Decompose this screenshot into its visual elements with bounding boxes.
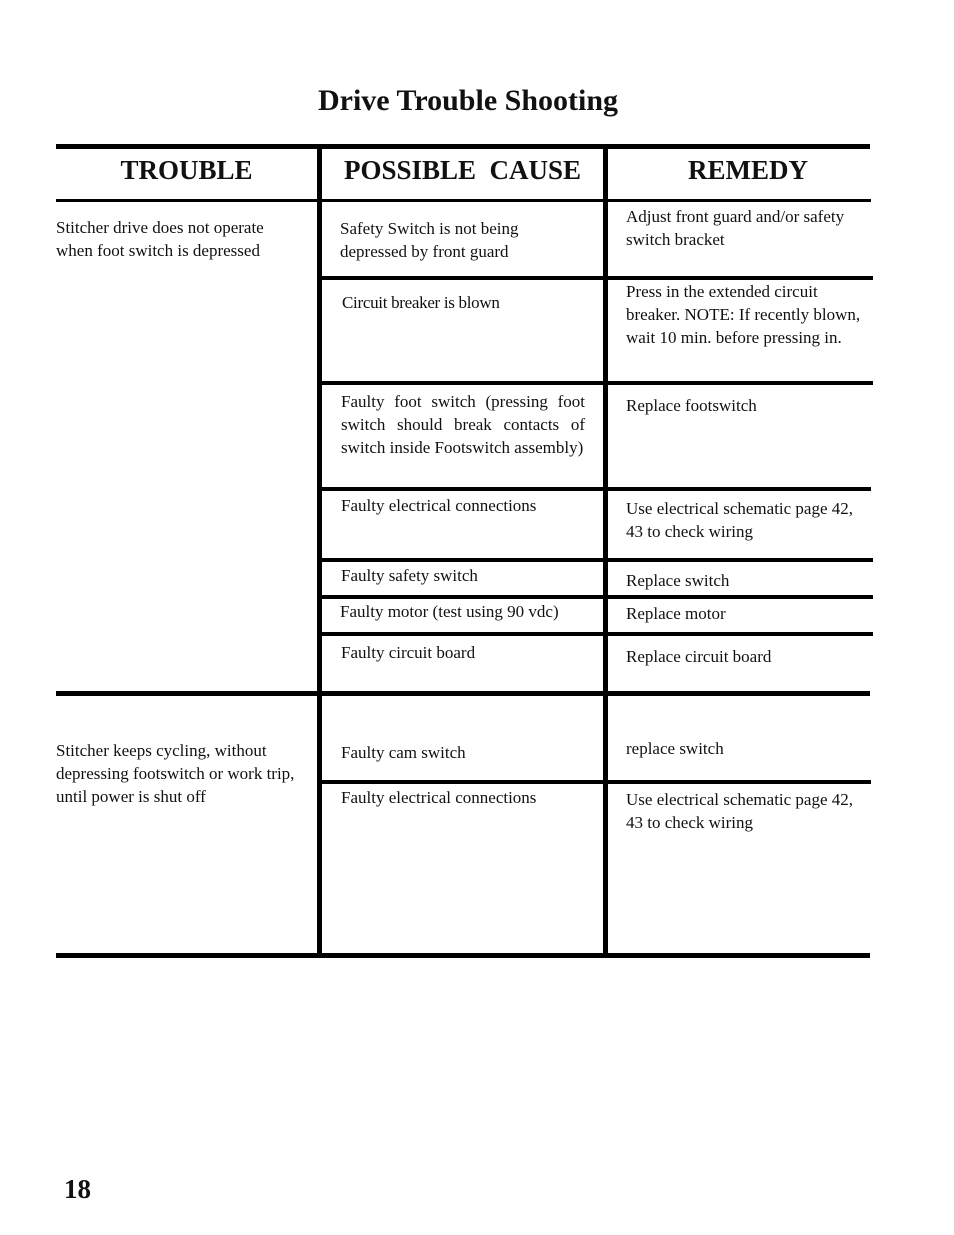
remedy-cell: Press in the extended circuit breaker. NOTE: If recently blown, wait 10 min. before pressing in.	[626, 282, 861, 347]
cause-cell: Faulty motor (test using 90 vdc)	[340, 602, 559, 621]
column-divider-2	[603, 149, 608, 955]
remedy-cell: Replace circuit board	[626, 647, 772, 666]
page-title: Drive Trouble Shooting	[317, 84, 619, 117]
remedy-cell: replace switch	[626, 739, 724, 758]
trouble-cell: Stitcher drive does not operate when foot switch is depressed	[56, 218, 264, 260]
remedy-cell: Replace switch	[626, 571, 730, 590]
page-number: 18	[64, 1174, 91, 1204]
row-rule	[322, 381, 873, 385]
cause-cell: Faulty foot switch (pressing foot switch should break contacts of switch inside Footswitch assembly)	[341, 392, 585, 457]
header-possible-cause: POSSIBLE CAUSE	[343, 155, 582, 185]
remedy-cell: Replace motor	[626, 604, 726, 623]
row-rule	[322, 487, 871, 491]
row-rule	[322, 632, 873, 636]
header-bottom-rule	[56, 199, 871, 202]
cause-cell: Circuit breaker is blown	[342, 293, 500, 312]
cause-cell: Faulty electrical connections	[341, 496, 537, 515]
remedy-cell: Use electrical schematic page 42, 43 to check wiring	[626, 499, 854, 541]
column-divider-1	[317, 149, 322, 955]
cause-cell: Faulty circuit board	[341, 643, 476, 662]
row-rule	[322, 780, 871, 784]
remedy-cell: Use electrical schematic page 42, 43 to check wiring	[626, 790, 854, 832]
cause-cell: Faulty cam switch	[341, 743, 466, 762]
remedy-cell: Adjust front guard and/or safety switch bracket	[626, 207, 845, 249]
row-rule	[322, 558, 873, 562]
group-rule	[56, 691, 870, 696]
table-top-rule	[56, 144, 870, 149]
remedy-cell: Replace footswitch	[626, 396, 757, 415]
trouble-cell: Stitcher keeps cycling, without depressing footswitch or work trip, until power is shut off	[56, 741, 295, 806]
cause-cell: Faulty electrical connections	[341, 788, 537, 807]
header-remedy: REMEDY	[688, 155, 808, 185]
cause-cell: Safety Switch is not being depressed by front guard	[340, 219, 519, 261]
cause-cell: Faulty safety switch	[341, 566, 478, 585]
table-bottom-rule	[56, 953, 870, 958]
header-trouble: TROUBLE	[120, 155, 253, 185]
row-rule	[322, 595, 873, 599]
